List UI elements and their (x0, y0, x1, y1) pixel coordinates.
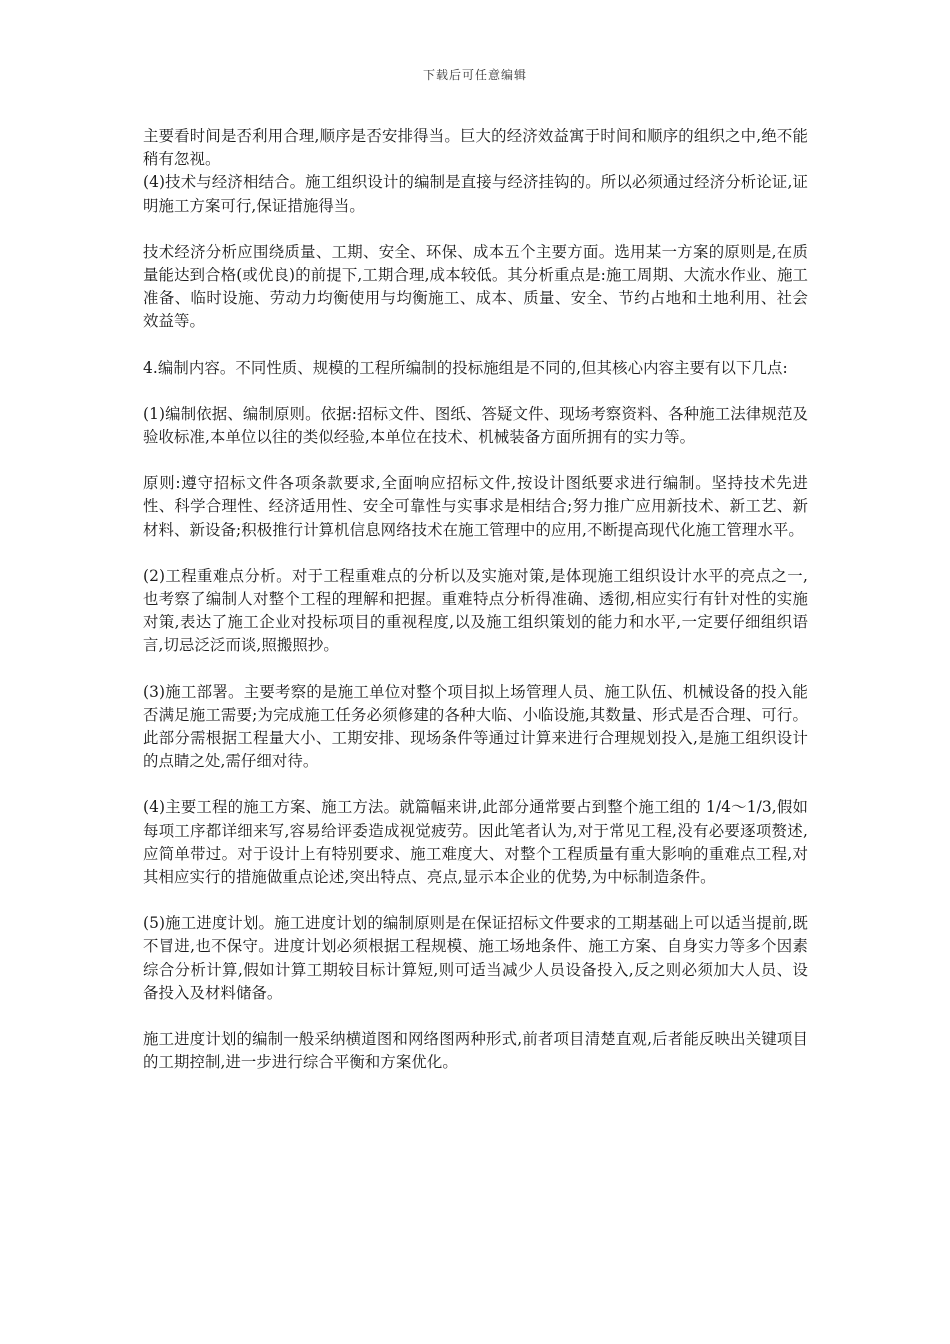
paragraph: (2)工程重难点分析。对于工程重难点的分析以及实施对策,是体现施工组织设计水平的亮点之一,也考察了编制人对整个工程的理解和把握。重难特点分析得准确、透彻,相应实行有针对性的实施对策,表达了施工企业对投标项目的重视程度,以及施工组织策划的能力和水平,一定要仔细组织语言,切忌泛泛而谈,照搬照抄。 (143, 566, 808, 655)
paragraph: 4.编制内容。不同性质、规模的工程所编制的投标施组是不同的,但其核心内容主要有以下几点: (143, 358, 788, 377)
paragraph: (4)技术与经济相结合。施工组织设计的编制是直接与经济挂钩的。所以必须通过经济分析论证,证明施工方案可行,保证措施得当。 (143, 173, 808, 215)
paragraph: 原则:遵守招标文件各项条款要求,全面响应招标文件,按设计图纸要求进行编制。坚持技术先进性、科学合理性、经济适用性、安全可靠性与实事求是相结合;努力推广应用新技术、新工艺、新材料、新设备;积极推行计算机信息网络技术在施工管理中的应用,不断提高现代化施工管理水平。 (143, 474, 808, 539)
paragraph: 技术经济分析应围绕质量、工期、安全、环保、成本五个主要方面。选用某一方案的原则是,在质量能达到合格(或优良)的前提下,工期合理,成本较低。其分析重点是:施工周期、大流水作业、施工准备、临时设施、劳动力均衡使用与均衡施工、成本、质量、安全、节约占地和土地利用、社会效益等。 (143, 242, 808, 331)
paragraph: (5)施工进度计划。施工进度计划的编制原则是在保证招标文件要求的工期基础上可以适当提前,既不冒进,也不保守。进度计划必须根据工程规模、施工场地条件、施工方案、自身实力等多个因素综合分析计算,假如计算工期较目标计算短,则可适当减少人员设备投入,反之则必须加大人员、设备投入及材料储备。 (143, 914, 808, 1002)
document-body (143, 125, 808, 1075)
paragraph: 施工进度计划的编制一般采纳横道图和网络图两种形式,前者项目清楚直观,后者能反映出关键项目的工期控制,进一步进行综合平衡和方案优化。 (143, 1030, 808, 1072)
paragraph: 主要看时间是否利用合理,顺序是否安排得当。巨大的经济效益寓于时间和顺序的组织之中,绝不能稍有忽视。 (143, 127, 808, 169)
paragraph: (4)主要工程的施工方案、施工方法。就篇幅来讲,此部分通常要占到整个施工组的 1/4～1/3,假如每项工序都详细来写,容易给评委造成视觉疲劳。因此笔者认为,对于常见工程,没有必要逐项赘述,应简单带过。对于设计上有特别要求、施工难度大、对整个工程质量有重大影响的重难点工程,对其相应实行的措施做重点论述,突出特点、亮点,显示本企业的优势,为中标制造条件。 (143, 798, 808, 887)
paragraph: (1)编制依据、编制原则。依据:招标文件、图纸、答疑文件、现场考察资料、各种施工法律规范及验收标准,本单位以往的类似经验,本单位在技术、机械装备方面所拥有的实力等。 (143, 404, 808, 447)
paragraph: (3)施工部署。主要考察的是施工单位对整个项目拟上场管理人员、施工队伍、机械设备的投入能否满足施工需要;为完成施工任务必须修建的各种大临、小临设施,其数量、形式是否合理、可行。此部分需根据工程量大小、工期安排、现场条件等通过计算来进行合理规划投入,是施工组织设计的点睛之处,需仔细对待。 (143, 682, 808, 771)
page-header: 下载后可任意编辑 (422, 68, 527, 82)
